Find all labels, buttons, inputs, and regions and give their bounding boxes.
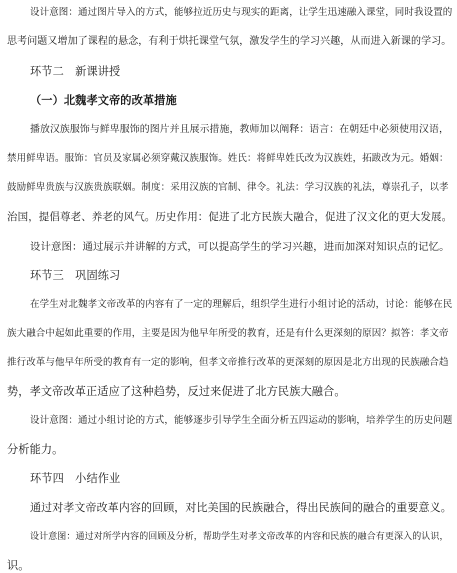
paragraph-line: 鼓励鲜卑贵族与汉族贵族联姻。制度：采用汉族的官制、律令。礼法：学习汉族的礼法，尊崇孔子，以孝 [7,182,449,193]
paragraph-line: 播放汉族服饰与鲜卑服饰的图片并且展示措施，教师加以阐释：语言：在朝廷中必须使用汉语， [30,124,449,135]
subsection-heading: （一）北魏孝文帝的改革措施 [30,94,177,107]
paragraph-line: 通过对孝文帝改革内容的回顾，对比美国的民族融合，得出民族间的融合的重要意义。 [30,501,452,514]
paragraph-line: 设计意图：通过图片导入的方式，能够拉近历史与现实的距离，让学生迅速融入课堂，同时我设置的 [30,7,453,18]
paragraph-line: 禁用鲜卑语。服饰：官员及家属必须穿戴汉族服饰。姓氏：将鲜卑姓氏改为汉族姓，拓跋改为元。婚姻： [7,153,449,164]
paragraph-line: 在学生对北魏孝文帝改革的内容有了一定的理解后，组织学生进行小组讨论的活动，讨论：能够在民 [30,299,453,310]
paragraph-line: 设计意图：通过小组讨论的方式，能够逐步引导学生全面分析五四运动的影响，培养学生的历史问题 [30,415,453,426]
paragraph-line: 设计意图：通过展示并讲解的方式，可以提高学生的学习兴趣，进而加深对知识点的记忆。 [30,241,450,253]
paragraph-line: 治国，提倡尊老、养老的风气。历史作用：促进了北方民族大融合，促进了汉文化的更大发展。 [7,211,453,223]
paragraph-line: 设计意图：通过对所学内容的回顾及分析，帮助学生对孝文帝改革的内容和民族的融合有更深入的认识， [30,532,449,542]
paragraph-line: 推行改革与他早年所受的教育有一定的影响，但孝文帝推行改革的更深刻的原因是北方出现的民族融合趋 [7,357,449,368]
paragraph-line: 势，孝文帝改革正适应了这种趋势，反过来促进了北方民族大融合。 [7,385,346,398]
paragraph-line: 分析能力。 [7,443,64,456]
section-heading: 环节二 新课讲授 [30,65,121,78]
paragraph-line: 识。 [7,559,30,572]
section-heading: 环节三 巩固练习 [30,269,121,282]
paragraph-line: 族大融合中起如此重要的作用，主要是因为他早年所受的教育，还是有什么更深刻的原因？拟答：孝文帝 [7,328,449,339]
paragraph-line: 思考问题又增加了课程的悬念，有利于烘托课堂气氛，激发学生的学习兴趣，从而进入新课的学习。 [7,36,452,47]
section-heading: 环节四 小结作业 [30,472,121,485]
